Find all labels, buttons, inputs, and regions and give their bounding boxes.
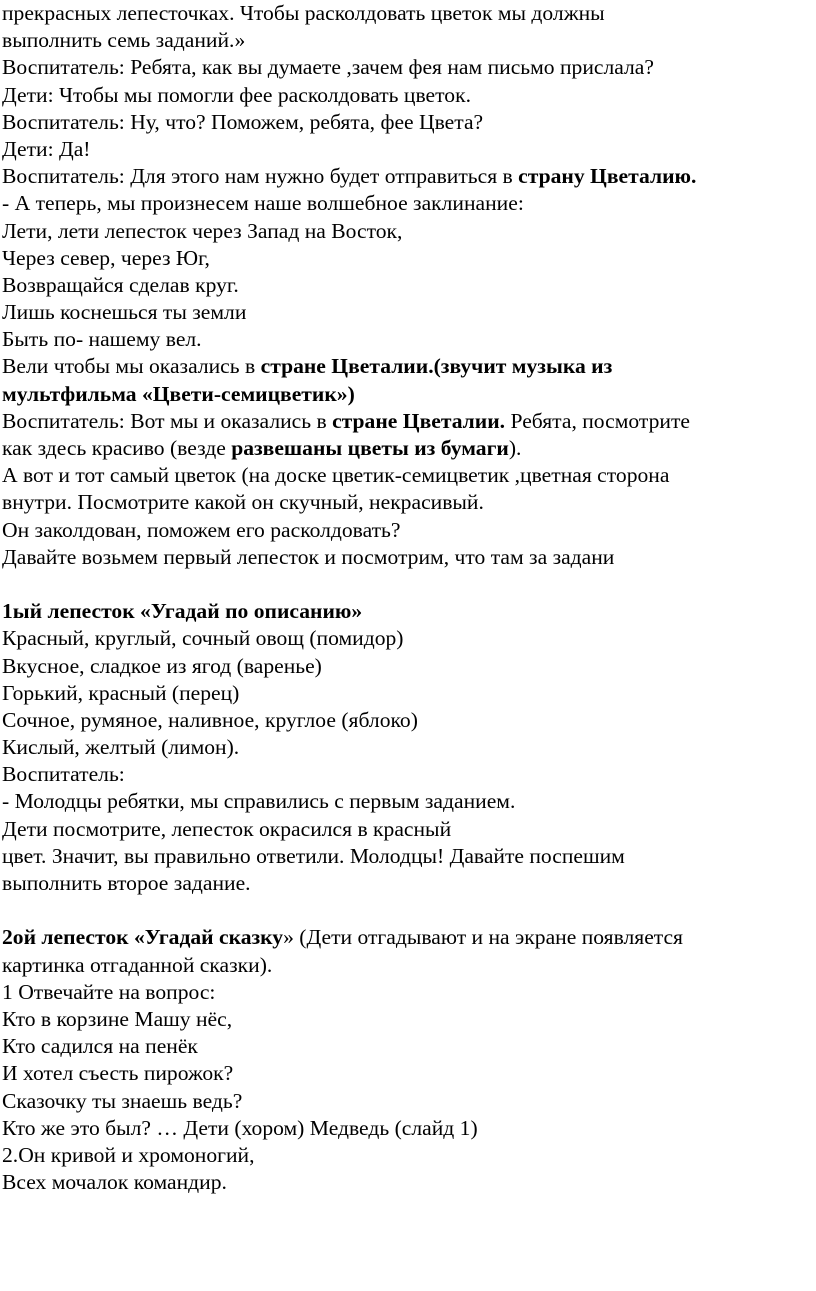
text-line	[2, 952, 816, 979]
text-line	[2, 979, 816, 1006]
text-line	[2, 109, 816, 136]
text-segment: 1 Отвечайте на вопрос:	[2, 979, 216, 1004]
text-line	[2, 761, 816, 788]
text-segment: - Молодцы ребятки, мы справились с первым заданием.	[2, 789, 516, 814]
blank-line	[2, 897, 816, 924]
bold-text-segment: 2ой лепесток «Угадай сказку	[2, 925, 284, 950]
text-line	[2, 1060, 816, 1087]
text-line	[2, 517, 816, 544]
text-segment: прекрасных лепесточках. Чтобы расколдовать цветок мы должны	[2, 1, 605, 25]
text-line	[2, 408, 816, 435]
text-segment: » (Дети отгадывают и на экране появляется	[283, 925, 683, 950]
text-segment: Сочное, румяное, наливное, круглое (яблоко)	[2, 707, 418, 732]
bold-text-segment: мультфильма «Цвети-семицветик»)	[2, 381, 355, 406]
text-segment: Воспитатель: Ребята, как вы думаете ,зачем фея нам письмо прислала?	[2, 55, 654, 80]
text-line	[2, 353, 816, 380]
text-line	[2, 489, 816, 516]
text-segment: выполнить второе задание.	[2, 871, 251, 895]
text-line	[2, 0, 816, 27]
text-line	[2, 299, 816, 326]
text-segment: Ребята, посмотрите	[505, 408, 690, 433]
text-segment: - А теперь, мы произнесем наше волшебное заклинание:	[2, 191, 524, 216]
text-segment: цвет. Значит, вы правильно ответили. Молодцы! Давайте поспешим	[2, 843, 625, 868]
text-segment: И хотел съесть пирожок?	[2, 1061, 234, 1086]
text-segment: Дети посмотрите, лепесток окрасился в красный	[2, 816, 452, 841]
text-line	[2, 816, 816, 843]
text-line	[2, 54, 816, 81]
text-segment: Воспитатель: Для этого нам нужно будет отправиться в	[2, 164, 519, 189]
text-segment: Лети, лети лепесток через Запад на Восток,	[2, 218, 403, 243]
text-segment: Всех мочалок командир.	[2, 1170, 227, 1195]
text-segment: Возвращайся сделав круг.	[2, 272, 239, 297]
text-segment: Воспитатель: Ну, что? Поможем, ребята, фее Цвета?	[2, 109, 484, 134]
text-line	[2, 435, 816, 462]
text-segment: ).	[508, 436, 522, 460]
text-line	[2, 1169, 816, 1196]
text-line	[2, 625, 816, 652]
text-segment: Воспитатель: Вот мы и оказались в	[2, 408, 333, 433]
text-line	[2, 163, 816, 190]
text-line	[2, 870, 816, 897]
text-line	[2, 1115, 816, 1142]
text-segment: Кислый, желтый (лимон).	[2, 735, 240, 760]
text-segment: выполнить семь заданий.»	[2, 28, 246, 53]
text-segment: Вкусное, сладкое из ягод (варенье)	[2, 653, 322, 678]
text-segment: внутри. Посмотрите какой он скучный, некрасивый.	[2, 490, 484, 515]
text-line	[2, 544, 816, 571]
text-segment: А вот и тот самый цветок (на доске цветик-семицветик ,цветная сторона	[2, 463, 670, 488]
text-line	[2, 190, 816, 217]
text-line	[2, 381, 816, 408]
text-line	[2, 27, 816, 54]
text-line	[2, 82, 816, 109]
text-line	[2, 680, 816, 707]
text-line	[2, 272, 816, 299]
bold-text-segment: 1ый лепесток «Угадай по описанию»	[2, 599, 363, 624]
text-segment: Кто же это был? … Дети (хором) Медведь (слайд 1)	[2, 1115, 478, 1140]
text-line	[2, 1006, 816, 1033]
blank-line	[2, 571, 816, 598]
text-segment: Сказочку ты знаешь ведь?	[2, 1088, 243, 1113]
text-segment: Вели чтобы мы оказались в	[2, 354, 261, 379]
text-line	[2, 707, 816, 734]
text-segment: Он заколдован, поможем его расколдовать?	[2, 517, 401, 542]
bold-text-segment: стране Цветалии.(звучит музыка из	[260, 354, 613, 379]
text-segment: Дети: Чтобы мы помогли фее расколдовать цветок.	[2, 82, 471, 107]
text-segment: Давайте возьмем первый лепесток и посмотрим, что там за задани	[2, 544, 615, 569]
text-segment: Горький, красный (перец)	[2, 680, 240, 705]
text-segment: Быть по- нашему вел.	[2, 327, 202, 352]
text-segment: Кто садился на пенёк	[2, 1034, 198, 1059]
text-line	[2, 326, 816, 353]
text-segment: Дети: Да!	[2, 136, 91, 161]
text-segment: Воспитатель:	[2, 762, 125, 787]
text-line	[2, 218, 816, 245]
text-line	[2, 462, 816, 489]
text-line	[2, 1088, 816, 1115]
text-segment: Через север, через Юг,	[2, 245, 210, 270]
text-line	[2, 653, 816, 680]
text-segment: как здесь красиво (везде	[2, 436, 232, 460]
text-line	[2, 245, 816, 272]
bold-text-segment: страну Цветалию.	[518, 164, 697, 189]
text-line	[2, 788, 816, 815]
bold-text-segment: развешаны цветы из бумаги	[231, 436, 509, 460]
text-line	[2, 1142, 816, 1169]
text-segment: 2.Он кривой и хромоногий,	[2, 1142, 255, 1167]
text-line	[2, 598, 816, 625]
text-line	[2, 1033, 816, 1060]
text-line	[2, 734, 816, 761]
text-segment: Красный, круглый, сочный овощ (помидор)	[2, 626, 404, 651]
text-segment: картинка отгаданной сказки).	[2, 952, 273, 977]
text-segment: Кто в корзине Машу нёс,	[2, 1006, 233, 1031]
bold-text-segment: стране Цветалии.	[332, 408, 506, 433]
text-segment: Лишь коснешься ты земли	[2, 300, 247, 325]
text-line	[2, 136, 816, 163]
text-line	[2, 843, 816, 870]
text-line	[2, 924, 816, 951]
